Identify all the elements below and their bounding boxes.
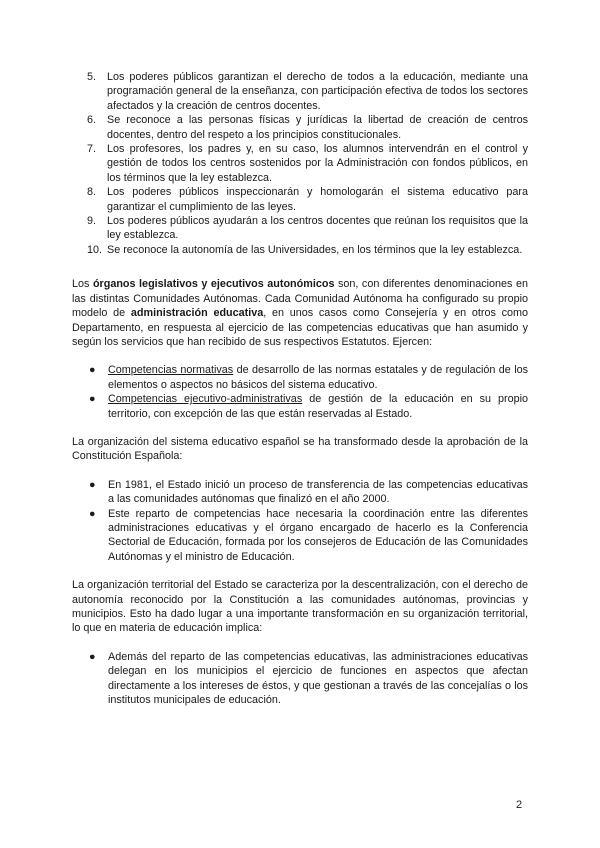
item-text: de gestión de la educación en su propio territorio, con excepción de las que están reservadas al Estado. — [108, 393, 528, 420]
text-run: , en unos casos como Consejería y en otros como Departamento, en respuesta al ejercicio de las competencias educativas que han asumido y según los servicios que han recibido de sus respectivos Estatutos. Ejercen: — [72, 307, 528, 348]
bullet-icon: ● — [89, 364, 96, 377]
list-item — [72, 142, 528, 185]
paragraph-territorial: La organización territorial del Estado se caracteriza por la descentralización, con el derecho de autonomía reconocido por la Constitución a las comunidades autónomas, provincias y municipios. Esto ha dado lugar a una importante transformación en su organización territorial, lo que en materia de educación implica: — [72, 579, 528, 635]
text-run: Los — [72, 278, 93, 291]
list-item — [72, 363, 528, 392]
item-text: Los profesores, los padres y, en su caso, los alumnos intervendrán en el control y gestión de todos los centros sostenidos por la Administración con fondos públicos, en los términos que la ley establezca. — [107, 143, 528, 184]
item-number: 7. — [87, 143, 97, 156]
item-text: Se reconoce la autonomía de las Universidades, en los términos que la ley establezca. — [107, 243, 523, 256]
item-number: 9. — [87, 215, 97, 228]
item-text: Los poderes públicos inspeccionarán y homologarán el sistema educativo para garantizar el cumplimiento de las leyes. — [107, 186, 528, 213]
item-text: Los poderes públicos ayudarán a los centros docentes que reúnan los requisitos que la ley establezca. — [107, 215, 528, 242]
item-text: Además del reparto de las competencias educativas, las administraciones educativas delegan en los municipios el ejercicio de funciones en aspectos que afectan directamente a los intereses de éstos, y que gestionan a través de las concejalías o los institutos municipales de educación. — [108, 650, 528, 707]
list-item — [72, 214, 528, 243]
item-text: de desarrollo de las normas estatales y de regulación de los elementos o aspectos no básicos del sistema educativo. — [108, 364, 528, 391]
constitution-article-list — [72, 70, 528, 257]
list-item — [72, 650, 528, 708]
bullet-icon: ● — [89, 650, 96, 663]
bullet-icon: ● — [89, 393, 96, 406]
list-item — [72, 70, 528, 113]
list-item — [72, 478, 528, 507]
organizacion-list — [72, 478, 528, 564]
item-number: 8. — [87, 186, 97, 199]
page-number: 2 — [516, 799, 523, 811]
underlined-term: Competencias ejecutivo-administrativas — [108, 393, 303, 406]
paragraph-organizacion: La organización del sistema educativo español se ha transformado desde la aprobación de la Constitución Española: — [72, 435, 528, 463]
list-item — [72, 243, 528, 257]
bullet-icon: ● — [89, 507, 96, 520]
bold-term: administración educativa — [130, 307, 264, 320]
item-number: 5. — [87, 71, 97, 83]
item-text: Se reconoce a las personas físicas y jurídicas la libertad de creación de centros docentes, dentro del respeto a los principios constitucionales. — [107, 114, 528, 141]
underlined-term: Competencias normativas — [108, 364, 234, 377]
item-number: 10. — [87, 243, 103, 256]
text-run: son, con diferentes denominaciones en las distintas Comunidades Autónomas. Cada Comunidad Autónoma ha configurado su propio modelo de — [72, 278, 528, 320]
list-item — [72, 507, 528, 565]
bold-term: órganos legislativos y ejecutivos autonómicos — [92, 278, 335, 291]
competencias-list — [72, 363, 528, 421]
territorial-list — [72, 650, 528, 708]
paragraph-organos — [72, 277, 528, 349]
list-item — [72, 185, 528, 214]
page-content — [72, 70, 528, 707]
list-item — [72, 392, 528, 421]
item-text: Este reparto de competencias hace necesaria la coordinación entre las diferentes administraciones educativas y el órgano encargado de hacerlo es la Conferencia Sectorial de Educación, formada por los consejeros de Educación de las Comunidades Autónomas y el ministro de Educación. — [108, 507, 528, 563]
item-number: 6. — [87, 114, 97, 127]
item-text: En 1981, el Estado inició un proceso de transferencia de las competencias educativas a las comunidades autónomas que finalizó en el año 2000. — [108, 478, 528, 506]
bullet-icon: ● — [89, 478, 96, 491]
item-text: Los poderes públicos garantizan el derecho de todos a la educación, mediante una programación general de la enseñanza, con participación efectiva de todos los sectores afectados y la creación de centros docentes. — [107, 71, 528, 112]
list-item — [72, 113, 528, 142]
